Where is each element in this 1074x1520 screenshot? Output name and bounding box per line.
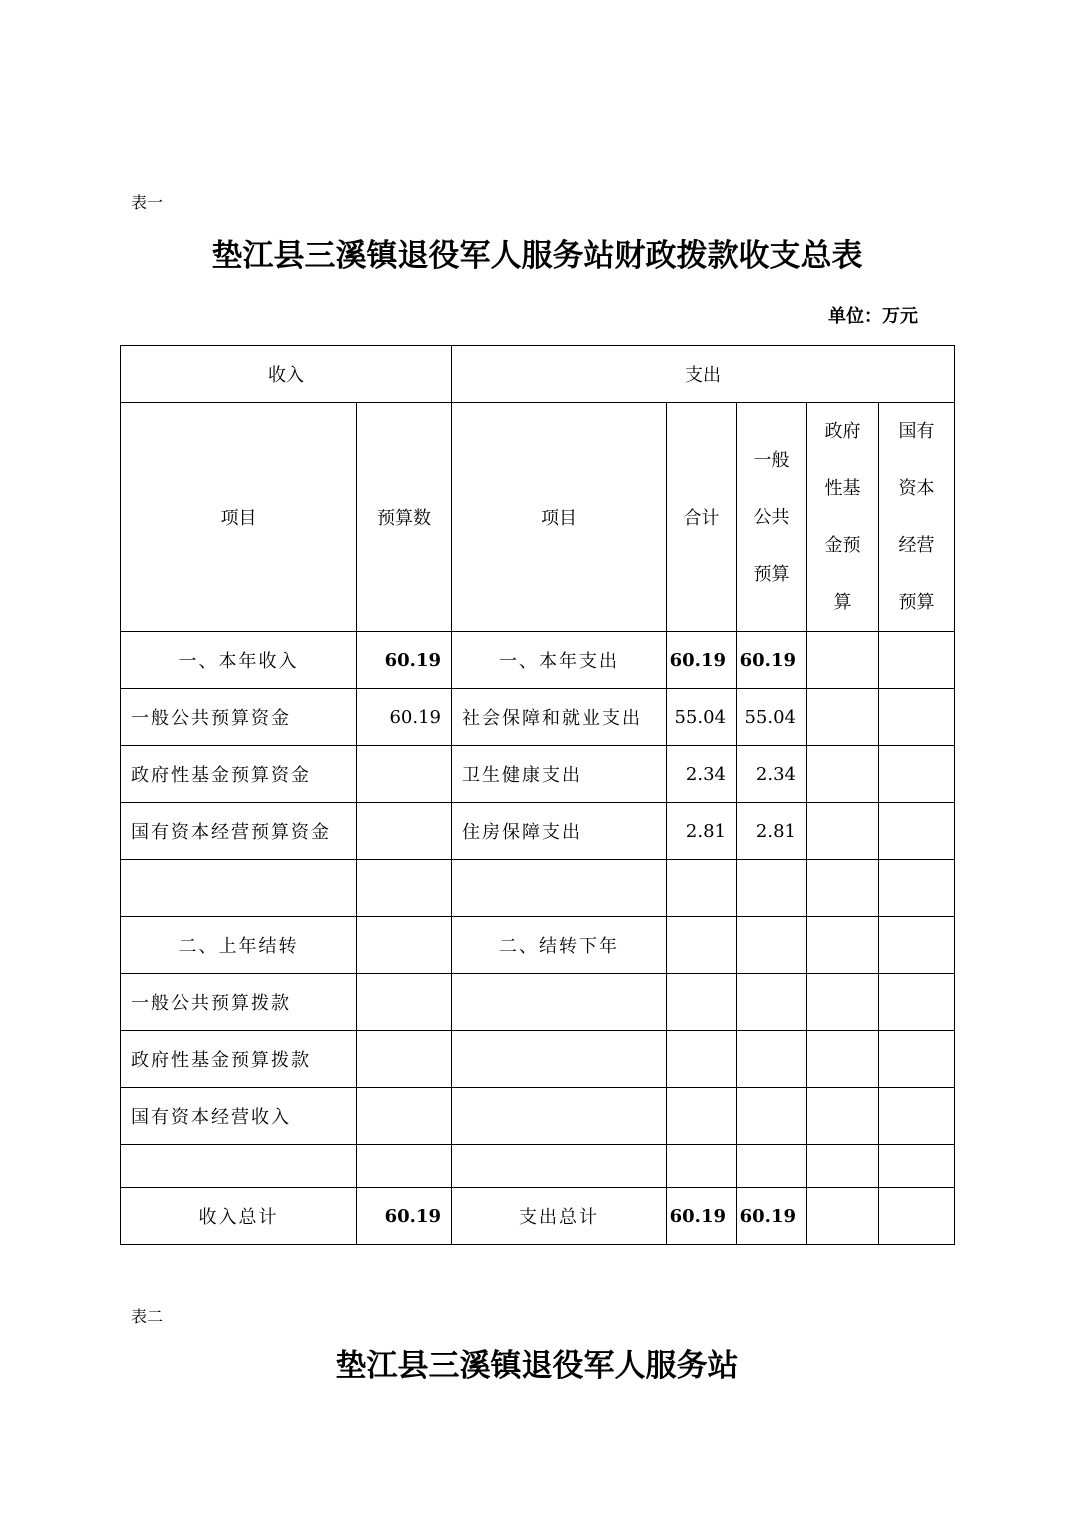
col-gov-fund-line: 政府 — [824, 421, 861, 442]
col-gov-fund-line: 性基 — [824, 478, 861, 499]
expense-total — [667, 974, 737, 1031]
expense-item — [452, 860, 667, 917]
expense-gov-fund — [807, 689, 879, 746]
expense-total: 2.81 — [667, 803, 737, 860]
expense-general-total: 60.19 — [737, 1188, 807, 1245]
col-gov-fund-line: 金预 — [824, 535, 861, 556]
expense-general: 60.19 — [737, 632, 807, 689]
expense-item: 住房保障支出 — [452, 803, 667, 860]
col-total: 合计 — [667, 403, 737, 632]
income-item: 国有资本经营收入 — [121, 1088, 357, 1145]
col-general-line: 一般 — [753, 449, 790, 471]
expense-general: 55.04 — [737, 689, 807, 746]
col-general-line: 公共 — [753, 506, 790, 528]
table-row — [121, 632, 955, 689]
col-state-capital-line: 经营 — [898, 535, 935, 556]
expense-state-capital — [879, 974, 955, 1031]
expense-state-capital — [879, 803, 955, 860]
expense-gov-fund — [807, 1088, 879, 1145]
col-state-capital-line: 预算 — [898, 592, 935, 613]
expense-general: 2.34 — [737, 746, 807, 803]
table-row — [121, 860, 955, 917]
expense-state-capital — [879, 1088, 955, 1145]
expense-total: 60.19 — [667, 632, 737, 689]
col-gov-fund-line: 算 — [833, 592, 852, 613]
expense-general — [737, 917, 807, 974]
expense-gov-fund — [807, 746, 879, 803]
expense-total — [667, 1031, 737, 1088]
income-value — [357, 1145, 452, 1188]
table-row — [121, 1031, 955, 1088]
expense-general — [737, 1031, 807, 1088]
expense-item — [452, 1088, 667, 1145]
col-budget: 预算数 — [357, 403, 452, 632]
expense-total — [667, 1145, 737, 1188]
income-header: 收入 — [121, 346, 452, 403]
expense-state-capital — [879, 1031, 955, 1088]
finance-summary-table — [120, 345, 955, 1245]
income-item: 政府性基金预算拨款 — [121, 1031, 357, 1088]
expense-total: 2.34 — [667, 746, 737, 803]
table-row — [121, 917, 955, 974]
table-subheader-row — [121, 403, 955, 632]
expense-item: 卫生健康支出 — [452, 746, 667, 803]
table2-label: 表二 — [131, 1307, 164, 1326]
expense-general — [737, 974, 807, 1031]
expense-item: 二、结转下年 — [452, 917, 667, 974]
table-total-row — [121, 1188, 955, 1245]
income-value — [357, 917, 452, 974]
page-title: 垫江县三溪镇退役军人服务站财政拨款收支总表 — [211, 238, 863, 274]
expense-state-capital — [879, 1145, 955, 1188]
expense-gov-fund — [807, 632, 879, 689]
expense-general — [737, 1088, 807, 1145]
expense-gov-fund — [807, 917, 879, 974]
expense-gov-fund — [807, 1145, 879, 1188]
income-item: 一般公共预算资金 — [121, 689, 357, 746]
col-state-capital-budget — [879, 403, 955, 632]
income-total-label: 收入总计 — [121, 1188, 357, 1245]
income-value — [357, 803, 452, 860]
income-value — [357, 974, 452, 1031]
income-value — [357, 1031, 452, 1088]
col-expense-item: 项目 — [452, 403, 667, 632]
expense-state-capital-total — [879, 1188, 955, 1245]
col-income-item: 项目 — [121, 403, 357, 632]
expense-gov-fund — [807, 803, 879, 860]
income-total-value: 60.19 — [357, 1188, 452, 1245]
income-item: 政府性基金预算资金 — [121, 746, 357, 803]
expense-state-capital — [879, 860, 955, 917]
expense-state-capital — [879, 746, 955, 803]
expense-item — [452, 974, 667, 1031]
col-state-capital-line: 资本 — [898, 478, 935, 499]
income-item: 国有资本经营预算资金 — [121, 803, 357, 860]
income-item — [121, 1145, 357, 1188]
table-row — [121, 803, 955, 860]
expense-gov-fund — [807, 860, 879, 917]
col-general-line: 预算 — [753, 563, 790, 585]
income-value: 60.19 — [357, 689, 452, 746]
expense-state-capital — [879, 689, 955, 746]
expense-gov-fund — [807, 974, 879, 1031]
income-item — [121, 860, 357, 917]
table-header-row — [121, 346, 955, 403]
expense-state-capital — [879, 917, 955, 974]
expense-item: 一、本年支出 — [452, 632, 667, 689]
section-title: 垫江县三溪镇退役军人服务站 — [335, 1348, 739, 1384]
col-general-budget — [737, 403, 807, 632]
income-value — [357, 1088, 452, 1145]
expense-general — [737, 1145, 807, 1188]
expense-total — [667, 1088, 737, 1145]
income-value: 60.19 — [357, 632, 452, 689]
expense-header: 支出 — [452, 346, 955, 403]
table-row — [121, 746, 955, 803]
unit-label: 单位：万元 — [828, 306, 918, 327]
expense-total-label: 支出总计 — [452, 1188, 667, 1245]
expense-total — [667, 860, 737, 917]
expense-general: 2.81 — [737, 803, 807, 860]
expense-gov-fund-total — [807, 1188, 879, 1245]
income-value — [357, 746, 452, 803]
expense-total-value: 60.19 — [667, 1188, 737, 1245]
income-item: 二、上年结转 — [121, 917, 357, 974]
col-gov-fund-budget — [807, 403, 879, 632]
expense-gov-fund — [807, 1031, 879, 1088]
income-item: 一般公共预算拨款 — [121, 974, 357, 1031]
table-row — [121, 1088, 955, 1145]
col-state-capital-line: 国有 — [898, 421, 935, 442]
expense-general — [737, 860, 807, 917]
expense-state-capital — [879, 632, 955, 689]
income-item: 一、本年收入 — [121, 632, 357, 689]
expense-item: 社会保障和就业支出 — [452, 689, 667, 746]
income-value — [357, 860, 452, 917]
expense-total: 55.04 — [667, 689, 737, 746]
table-row — [121, 1145, 955, 1188]
expense-item — [452, 1031, 667, 1088]
table-row — [121, 689, 955, 746]
table-row — [121, 974, 955, 1031]
table1-label: 表一 — [131, 193, 164, 212]
expense-item — [452, 1145, 667, 1188]
expense-total — [667, 917, 737, 974]
